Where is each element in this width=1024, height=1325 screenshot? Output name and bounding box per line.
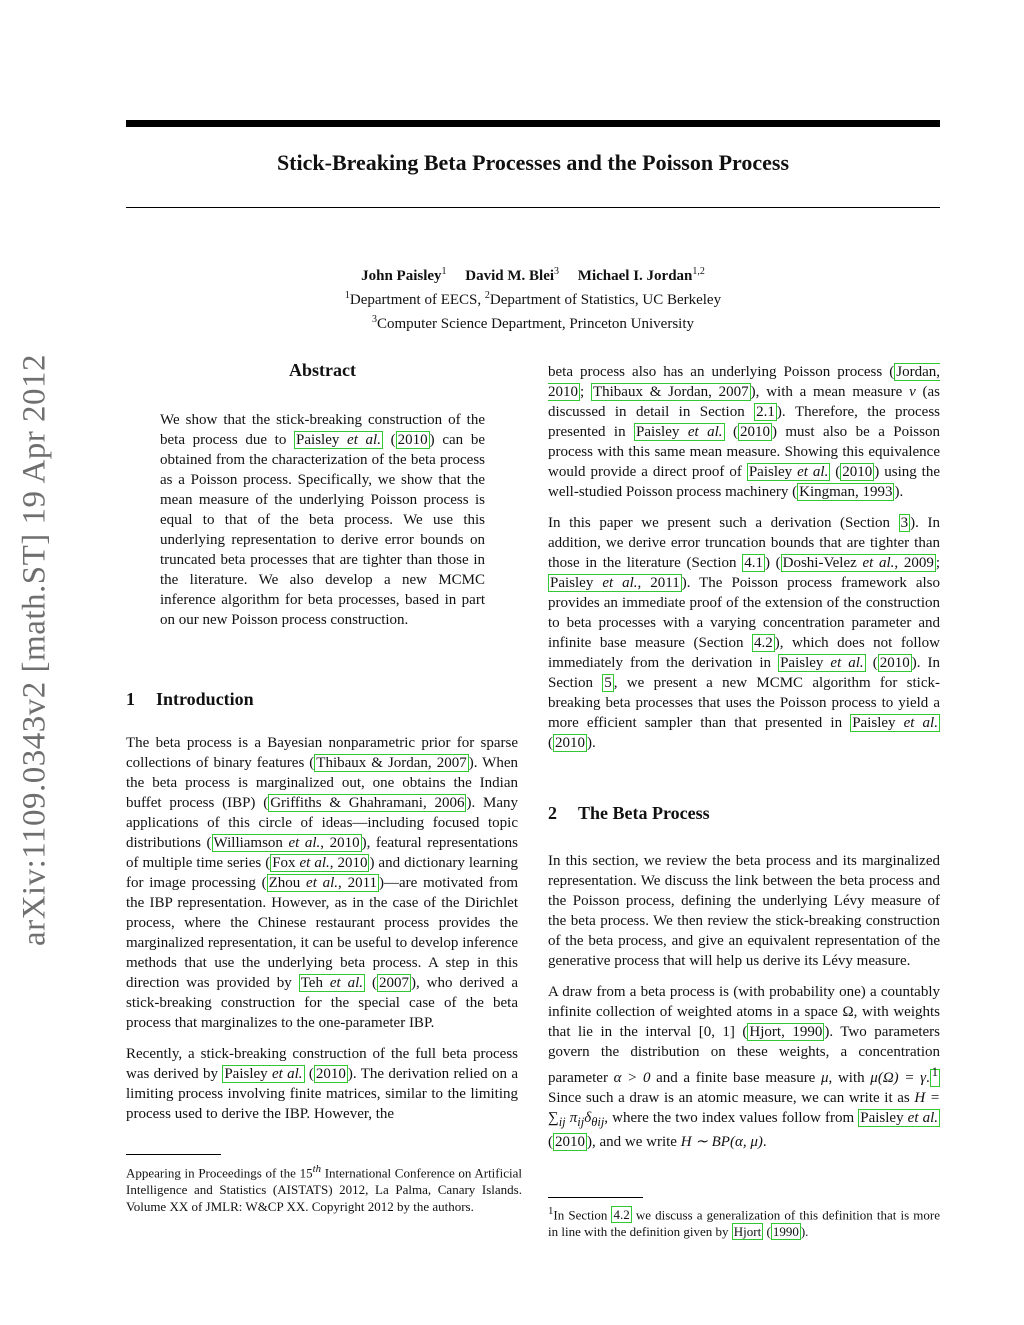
aff-sup: 2 — [484, 290, 490, 301]
math-symbol: ν — [909, 384, 916, 400]
author-2: David M. Blei — [465, 268, 555, 284]
text-run: ( — [734, 1024, 748, 1040]
citation-link[interactable]: Hjort, 1990 — [749, 1024, 823, 1040]
text-run: Paisley — [852, 715, 904, 731]
text-run: ), featural representations of multiple time series ( — [126, 835, 519, 871]
citation-link[interactable] — [222, 1065, 304, 1083]
text-run: et al. — [329, 975, 364, 991]
text-run: et al. — [830, 655, 864, 671]
text-run: ( — [724, 424, 738, 440]
text-run: ). — [800, 1224, 809, 1240]
text-run: , 2011 — [338, 875, 378, 891]
text-run: et al. — [299, 855, 330, 871]
paper-title: Stick-Breaking Beta Processes and the Poisson Process — [276, 150, 790, 175]
text-run: et al. — [288, 835, 321, 851]
text-run: ) using the well-studied Poisson process machinery ( — [548, 464, 941, 500]
author-2-affil: 3 — [554, 266, 560, 277]
text-run: et al. — [271, 1066, 303, 1082]
text-run: ( — [830, 464, 841, 480]
footnote-link[interactable] — [930, 1065, 940, 1087]
text-run: ). In Section — [548, 655, 940, 691]
text-run: , 2009 — [894, 555, 934, 571]
right-column-body — [548, 362, 940, 764]
section-number: 2 — [548, 803, 557, 823]
text-run: Paisley — [550, 575, 603, 591]
citation-link[interactable]: Thibaux & Jordan, 2007 — [592, 384, 749, 400]
text-run: Appearing in Proceedings of the 15 — [126, 1165, 313, 1181]
text-run: Doshi-Velez — [782, 555, 863, 571]
text-run: (as discussed in detail in Section — [548, 384, 940, 420]
citation-link[interactable] — [634, 423, 724, 441]
section-title: The Beta Process — [578, 803, 710, 823]
text-run: ) must also be a Poisson process with this same mean measure. Showing this equivalence would provide a direct proof of — [548, 424, 940, 480]
citation-link[interactable] — [294, 431, 383, 449]
text-run: ). The derivation relied on a limiting process involving finite matrices, similar to the limiting process used to derive the IBP. However, the — [126, 1066, 518, 1122]
text-run: ( — [548, 735, 553, 751]
math-symbol: μ(Ω) = γ — [870, 1070, 927, 1086]
citation-link[interactable]: 2010 — [555, 1134, 585, 1150]
left-footnote-rule — [126, 1154, 221, 1155]
section-link[interactable]: 4.2 — [753, 635, 773, 651]
text-run: , 2011 — [637, 575, 680, 591]
citation-link[interactable] — [267, 874, 379, 892]
author-names — [126, 262, 940, 286]
text-run: ( — [382, 432, 396, 448]
math-symbol: H ∼ BP(α, μ) — [680, 1134, 763, 1150]
arxiv-identifier — [10, 340, 60, 960]
text-run: ( — [548, 1134, 553, 1150]
text-run: , where the two index values follow from — [604, 1110, 859, 1126]
section-number: 1 — [126, 689, 135, 709]
text-run: Paisley — [224, 1066, 272, 1082]
text-run: we discuss a generalization of this definition that is more in line with the definition given by — [548, 1207, 940, 1240]
right-paragraph-1 — [548, 362, 940, 502]
text-run: ), and we write — [587, 1134, 681, 1150]
citation-link[interactable] — [747, 463, 831, 481]
superscript: 1 — [548, 1205, 554, 1217]
math-symbol: [0, 1] — [698, 1024, 735, 1040]
text-run: We show that the stick-breaking construction of the beta process due to — [160, 412, 485, 448]
citation-link[interactable]: 2010 — [555, 735, 585, 751]
citation-link[interactable]: 2010 — [315, 1066, 346, 1082]
text-run: Teh — [300, 975, 330, 991]
top-thick-rule — [126, 120, 940, 127]
arxiv-identifier-text: arXiv:1109.0343v2 [math.ST] 19 Apr 2012 — [16, 353, 53, 947]
right-footnote — [548, 1203, 940, 1240]
text-run: Paisley — [780, 655, 831, 671]
text-run: et al. — [687, 424, 723, 440]
math-symbol: π — [565, 1110, 578, 1126]
author-3: Michael I. Jordan — [577, 268, 693, 284]
citation-link[interactable]: Thibaux & Jordan, 2007 — [316, 755, 467, 771]
citation-link[interactable]: 2010 — [879, 655, 910, 671]
text-run: ). Therefore, the process presented in — [548, 404, 940, 440]
text-run: International Conference on Artificial Intelligence and Statistics (AISTATS) 2012, La Palma, Canary Islands. Volume XX of JMLR: W&CP XX. Copyright 2012 by the authors. — [126, 1165, 522, 1215]
citation-link[interactable]: Kingman, 1993 — [799, 484, 893, 500]
math-symbol: ij — [558, 1115, 566, 1129]
intro-paragraph-1 — [126, 733, 518, 1033]
text-run: , we present a new MCMC algorithm for stick-breaking beta processes that uses the Poisson process to yield a more efficient sampler than that presented in — [548, 675, 941, 731]
text-run: ). When the beta process is marginalized out, one obtains the Indian buffet process (IBP) ( — [126, 755, 518, 811]
text-run: ). — [587, 735, 596, 751]
text-run: , 2010 — [329, 855, 368, 871]
text-run: A draw from a beta process is (with probability one) a countably infinite collection of weighted atoms in a space — [548, 984, 940, 1020]
section-link[interactable]: 4.1 — [744, 555, 763, 571]
text-run: ) ( — [764, 555, 781, 571]
text-run: Paisley — [296, 432, 348, 448]
citation-link[interactable]: Jordan, 2010 — [548, 364, 940, 400]
beta-paragraph-2 — [548, 982, 940, 1152]
right-column-body-2 — [548, 851, 940, 1163]
affiliation-1 — [126, 286, 940, 310]
text-run: Paisley — [860, 1110, 908, 1126]
text-run: , with — [828, 1070, 871, 1086]
text-run: et al. — [347, 432, 381, 448]
citation-link[interactable]: 2010 — [842, 464, 873, 480]
intro-paragraph-2 — [126, 1044, 518, 1124]
author-1: John Paisley — [361, 268, 442, 284]
text-run: et al. — [602, 575, 638, 591]
citation-link[interactable] — [850, 714, 940, 732]
citation-link[interactable] — [299, 974, 365, 992]
text-run: ), with a mean measure — [750, 384, 910, 400]
text-run: Williamson — [213, 835, 289, 851]
text-run: ). In addition, we derive error truncation bounds that are tighter than those in the literature (Section — [548, 515, 940, 571]
math-symbol: Ω — [842, 1004, 854, 1020]
aff-sup: 3 — [372, 314, 377, 325]
abstract-text — [160, 410, 485, 630]
superscript: th — [312, 1163, 322, 1175]
text-run: ) and dictionary learning for image processing ( — [126, 855, 518, 891]
beta-paragraph-1: In this section, we review the beta process and its marginalized representation. We discuss the link between the beta process and the Poisson process, defining the underlying Lévy measure of the beta process. We then review the stick-breaking construction of the beta process, and give an equivalent representation of the generative process that will help us derive its Lévy measure. — [548, 853, 940, 969]
math-symbol: μ — [821, 1070, 829, 1086]
text-run: ( — [865, 655, 878, 671]
citation-link[interactable]: Hjort — [733, 1224, 762, 1240]
section-2-heading — [548, 803, 710, 824]
text-run: et al. — [306, 875, 339, 891]
text-run: et al. — [907, 1110, 939, 1126]
section-link[interactable]: 2.1 — [756, 404, 775, 420]
text-run: Paisley — [636, 424, 688, 440]
citation-link[interactable] — [858, 1109, 940, 1127]
citation-link[interactable]: 1990 — [772, 1224, 799, 1240]
author-3-affil: 1,2 — [692, 266, 705, 277]
section-link[interactable]: 5 — [604, 675, 612, 691]
text-run: Paisley — [748, 464, 798, 480]
text-run: et al. — [862, 555, 895, 571]
citation-link[interactable]: 2007 — [379, 975, 409, 991]
right-paragraph-2 — [548, 513, 940, 753]
math-symbol: α > 0 — [613, 1070, 651, 1086]
text-run: ) can be obtained from the characterization of the beta process as a Poisson process. Specifically, we show that the mean measure of the underlying Poisson process is equal to that of the beta process. We use this underlying representation to derive error bounds on truncated beta processes that are tighter than those in the literature. We also develop a new MCMC inference algorithm for beta processes, based in part on our new Poisson process construction. — [160, 432, 486, 628]
text-run: ; — [580, 384, 591, 400]
section-1-heading — [126, 689, 254, 710]
left-column-body — [126, 733, 518, 1135]
text-run: )—are motivated from the IBP representation. However, as in the case of the Dirichlet process, where the Chinese restaurant process provides the marginalized representation, it can be useful to develop inference methods that use the underlying beta process. A step in this direction was provided by — [126, 875, 518, 991]
text-run: ( — [763, 1224, 771, 1240]
text-run: and a finite base measure — [650, 1070, 822, 1086]
text-run: ). The Poisson process framework also provides an immediate proof of the extension of the construction to beta processes with a varying concentration parameter and infinite base measure (Section — [548, 575, 940, 651]
aff-sup: 1 — [344, 290, 350, 301]
text-run: ). Two parameters govern the distribution on these weights, a concentration parameter — [548, 1024, 941, 1086]
math-symbol: δ — [584, 1110, 592, 1126]
aff-text: Computer Science Department, Princeton University — [377, 316, 694, 332]
author-1-affil: 1 — [441, 266, 447, 277]
text-run: In Section — [553, 1207, 612, 1223]
citation-link[interactable] — [212, 834, 362, 852]
text-run: ). Many applications of this circle of ideas—including focused topic distributions ( — [126, 795, 519, 851]
text-run: , with weights that lie in the interval — [548, 1004, 940, 1040]
citation-link[interactable] — [778, 654, 866, 672]
text-run: . — [762, 1134, 767, 1150]
affiliation-2 — [126, 310, 940, 334]
text-run: ( — [304, 1066, 314, 1082]
section-link[interactable]: 3 — [900, 515, 909, 531]
text-run: The beta process is a Bayesian nonparametric prior for sparse collections of binary features ( — [126, 735, 518, 771]
math-symbol: θij — [591, 1115, 605, 1129]
section-title: Introduction — [156, 689, 254, 709]
citation-link[interactable]: 2010 — [739, 424, 770, 440]
citation-link[interactable] — [270, 854, 369, 872]
right-footnote-rule — [548, 1197, 643, 1198]
text-run: . — [926, 1070, 930, 1086]
text-run: Fox — [272, 855, 300, 871]
math-symbol: H = ∑ — [548, 1090, 940, 1126]
text-run: In this paper we present such a derivation (Section — [548, 515, 899, 531]
aff-text: Department of EECS, — [349, 292, 485, 308]
section-link[interactable]: 4.2 — [613, 1207, 630, 1223]
text-run: ), which does not follow immediately from the derivation in — [548, 635, 941, 671]
text-run: ). — [894, 484, 904, 500]
citation-link[interactable] — [548, 574, 682, 592]
text-run: 1 — [931, 1065, 939, 1079]
citation-link[interactable]: 2010 — [397, 432, 428, 448]
text-run: Since such a draw is an atomic measure, we can write it as — [548, 1090, 915, 1106]
abstract-body — [160, 410, 485, 641]
text-run: Zhou — [268, 875, 307, 891]
title-bottom-rule — [126, 207, 940, 208]
author-block — [126, 262, 940, 334]
abstract-heading: Abstract — [289, 360, 356, 380]
left-footnote — [126, 1161, 522, 1215]
aff-text: Department of Statistics, UC Berkeley — [489, 292, 722, 308]
text-run: ; — [935, 555, 941, 571]
math-symbol: ij — [577, 1115, 585, 1129]
text-run: Recently, a stick-breaking construction of the full beta process was derived by — [126, 1046, 518, 1082]
citation-link[interactable] — [781, 554, 936, 572]
text-run: ), who derived a stick-breaking construction for the special case of the beta process that marginalizes to the one-parameter IBP. — [126, 975, 518, 1031]
text-run: et al. — [903, 715, 938, 731]
text-run: ( — [365, 975, 377, 991]
text-run: beta process also has an underlying Poisson process ( — [548, 364, 895, 380]
text-run: , 2010 — [320, 835, 360, 851]
citation-link[interactable]: Griffiths & Ghahramani, 2006 — [270, 795, 465, 811]
text-run: et al. — [797, 464, 829, 480]
